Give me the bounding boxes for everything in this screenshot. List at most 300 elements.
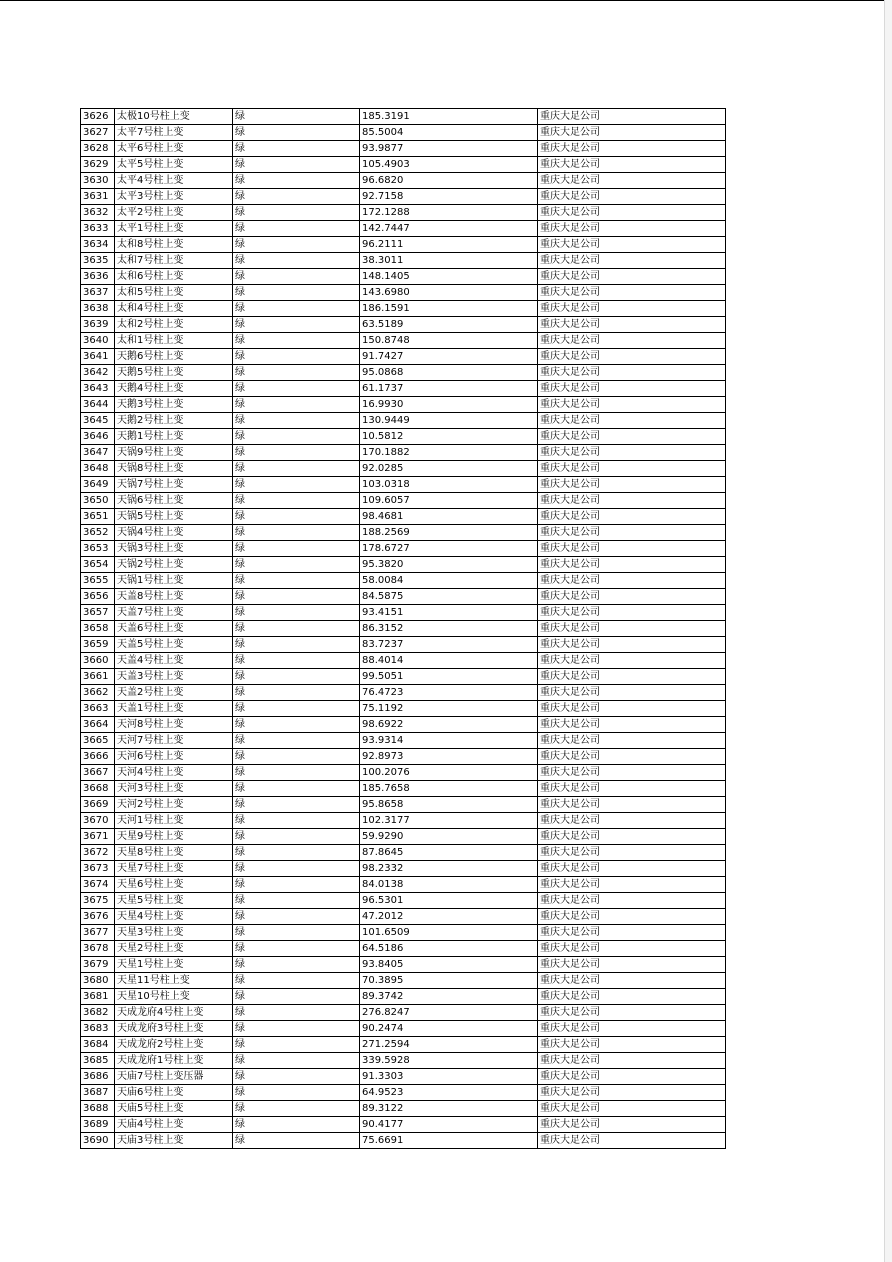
device-name-cell: 天盖3号柱上变	[115, 669, 233, 685]
table-row	[81, 589, 726, 605]
status-cell: 绿	[233, 605, 360, 621]
company-cell: 重庆大足公司	[538, 1101, 726, 1117]
device-name-cell: 天锅6号柱上变	[115, 493, 233, 509]
row-id-cell: 3645	[81, 413, 115, 429]
row-id-cell: 3690	[81, 1133, 115, 1149]
value-cell: 98.6922	[360, 717, 538, 733]
value-cell: 90.2474	[360, 1021, 538, 1037]
table-row	[81, 829, 726, 845]
device-name-cell: 天河2号柱上变	[115, 797, 233, 813]
table-row	[81, 1005, 726, 1021]
row-id-cell: 3668	[81, 781, 115, 797]
status-cell: 绿	[233, 381, 360, 397]
device-name-cell: 天盖4号柱上变	[115, 653, 233, 669]
status-cell: 绿	[233, 141, 360, 157]
table-row	[81, 957, 726, 973]
row-id-cell: 3662	[81, 685, 115, 701]
company-cell: 重庆大足公司	[538, 381, 726, 397]
page-top-rule	[0, 0, 892, 1]
device-name-cell: 天锅9号柱上变	[115, 445, 233, 461]
company-cell: 重庆大足公司	[538, 749, 726, 765]
table-row	[81, 1037, 726, 1053]
company-cell: 重庆大足公司	[538, 717, 726, 733]
row-id-cell: 3664	[81, 717, 115, 733]
company-cell: 重庆大足公司	[538, 573, 726, 589]
row-id-cell: 3656	[81, 589, 115, 605]
value-cell: 92.8973	[360, 749, 538, 765]
table-row	[81, 365, 726, 381]
device-name-cell: 天锅5号柱上变	[115, 509, 233, 525]
company-cell: 重庆大足公司	[538, 669, 726, 685]
company-cell: 重庆大足公司	[538, 157, 726, 173]
value-cell: 142.7447	[360, 221, 538, 237]
table-row	[81, 189, 726, 205]
status-cell: 绿	[233, 557, 360, 573]
status-cell: 绿	[233, 861, 360, 877]
status-cell: 绿	[233, 429, 360, 445]
row-id-cell: 3686	[81, 1069, 115, 1085]
company-cell: 重庆大足公司	[538, 173, 726, 189]
table-row	[81, 781, 726, 797]
value-cell: 47.2012	[360, 909, 538, 925]
company-cell: 重庆大足公司	[538, 989, 726, 1005]
status-cell: 绿	[233, 189, 360, 205]
table-row	[81, 157, 726, 173]
device-name-cell: 天星7号柱上变	[115, 861, 233, 877]
company-cell: 重庆大足公司	[538, 973, 726, 989]
table-row	[81, 877, 726, 893]
value-cell: 93.4151	[360, 605, 538, 621]
device-name-cell: 天河4号柱上变	[115, 765, 233, 781]
status-cell: 绿	[233, 653, 360, 669]
device-name-cell: 太平5号柱上变	[115, 157, 233, 173]
device-name-cell: 天鹅3号柱上变	[115, 397, 233, 413]
table-row	[81, 989, 726, 1005]
value-cell: 148.1405	[360, 269, 538, 285]
status-cell: 绿	[233, 541, 360, 557]
device-name-cell: 天锅7号柱上变	[115, 477, 233, 493]
row-id-cell: 3648	[81, 461, 115, 477]
company-cell: 重庆大足公司	[538, 1117, 726, 1133]
status-cell: 绿	[233, 397, 360, 413]
table-row	[81, 1021, 726, 1037]
status-cell: 绿	[233, 685, 360, 701]
value-cell: 76.4723	[360, 685, 538, 701]
table-row	[81, 461, 726, 477]
value-cell: 92.0285	[360, 461, 538, 477]
value-cell: 93.9877	[360, 141, 538, 157]
status-cell: 绿	[233, 509, 360, 525]
status-cell: 绿	[233, 445, 360, 461]
table-row	[81, 653, 726, 669]
table-row	[81, 669, 726, 685]
table-row	[81, 733, 726, 749]
value-cell: 188.2569	[360, 525, 538, 541]
table-row	[81, 397, 726, 413]
company-cell: 重庆大足公司	[538, 509, 726, 525]
row-id-cell: 3682	[81, 1005, 115, 1021]
table-row	[81, 1085, 726, 1101]
company-cell: 重庆大足公司	[538, 1133, 726, 1149]
row-id-cell: 3633	[81, 221, 115, 237]
status-cell: 绿	[233, 973, 360, 989]
device-name-cell: 太平3号柱上变	[115, 189, 233, 205]
company-cell: 重庆大足公司	[538, 765, 726, 781]
table-row	[81, 557, 726, 573]
company-cell: 重庆大足公司	[538, 317, 726, 333]
row-id-cell: 3669	[81, 797, 115, 813]
status-cell: 绿	[233, 1053, 360, 1069]
table-row	[81, 701, 726, 717]
company-cell: 重庆大足公司	[538, 861, 726, 877]
value-cell: 100.2076	[360, 765, 538, 781]
company-cell: 重庆大足公司	[538, 733, 726, 749]
row-id-cell: 3635	[81, 253, 115, 269]
row-id-cell: 3631	[81, 189, 115, 205]
status-cell: 绿	[233, 701, 360, 717]
company-cell: 重庆大足公司	[538, 941, 726, 957]
row-id-cell: 3628	[81, 141, 115, 157]
status-cell: 绿	[233, 941, 360, 957]
device-name-cell: 太和7号柱上变	[115, 253, 233, 269]
row-id-cell: 3636	[81, 269, 115, 285]
device-name-cell: 天成龙府2号柱上变	[115, 1037, 233, 1053]
device-name-cell: 天星2号柱上变	[115, 941, 233, 957]
table-row	[81, 861, 726, 877]
row-id-cell: 3626	[81, 109, 115, 125]
table-row	[81, 445, 726, 461]
table-row	[81, 605, 726, 621]
device-name-cell: 天河7号柱上变	[115, 733, 233, 749]
status-cell: 绿	[233, 365, 360, 381]
row-id-cell: 3658	[81, 621, 115, 637]
value-cell: 16.9930	[360, 397, 538, 413]
value-cell: 96.2111	[360, 237, 538, 253]
device-name-cell: 天盖2号柱上变	[115, 685, 233, 701]
company-cell: 重庆大足公司	[538, 557, 726, 573]
status-cell: 绿	[233, 877, 360, 893]
table-row	[81, 573, 726, 589]
row-id-cell: 3675	[81, 893, 115, 909]
status-cell: 绿	[233, 845, 360, 861]
device-name-cell: 天庙5号柱上变	[115, 1101, 233, 1117]
row-id-cell: 3647	[81, 445, 115, 461]
value-cell: 59.9290	[360, 829, 538, 845]
company-cell: 重庆大足公司	[538, 461, 726, 477]
value-cell: 95.0868	[360, 365, 538, 381]
value-cell: 143.6980	[360, 285, 538, 301]
value-cell: 89.3742	[360, 989, 538, 1005]
value-cell: 86.3152	[360, 621, 538, 637]
row-id-cell: 3687	[81, 1085, 115, 1101]
device-name-cell: 天锅4号柱上变	[115, 525, 233, 541]
status-cell: 绿	[233, 637, 360, 653]
table-row	[81, 205, 726, 221]
status-cell: 绿	[233, 1101, 360, 1117]
status-cell: 绿	[233, 461, 360, 477]
company-cell: 重庆大足公司	[538, 285, 726, 301]
device-name-cell: 天星9号柱上变	[115, 829, 233, 845]
status-cell: 绿	[233, 781, 360, 797]
row-id-cell: 3688	[81, 1101, 115, 1117]
status-cell: 绿	[233, 349, 360, 365]
row-id-cell: 3639	[81, 317, 115, 333]
device-name-cell: 天锅2号柱上变	[115, 557, 233, 573]
status-cell: 绿	[233, 1117, 360, 1133]
table-row	[81, 525, 726, 541]
row-id-cell: 3677	[81, 925, 115, 941]
value-cell: 91.3303	[360, 1069, 538, 1085]
device-name-cell: 太平2号柱上变	[115, 205, 233, 221]
status-cell: 绿	[233, 157, 360, 173]
table-row	[81, 381, 726, 397]
row-id-cell: 3652	[81, 525, 115, 541]
device-name-cell: 天星3号柱上变	[115, 925, 233, 941]
status-cell: 绿	[233, 589, 360, 605]
page-right-edge	[884, 0, 892, 1262]
company-cell: 重庆大足公司	[538, 205, 726, 221]
row-id-cell: 3674	[81, 877, 115, 893]
device-name-cell: 太平1号柱上变	[115, 221, 233, 237]
row-id-cell: 3627	[81, 125, 115, 141]
table-row	[81, 349, 726, 365]
company-cell: 重庆大足公司	[538, 653, 726, 669]
table-row	[81, 765, 726, 781]
company-cell: 重庆大足公司	[538, 1085, 726, 1101]
status-cell: 绿	[233, 109, 360, 125]
value-cell: 98.4681	[360, 509, 538, 525]
company-cell: 重庆大足公司	[538, 845, 726, 861]
company-cell: 重庆大足公司	[538, 909, 726, 925]
device-name-cell: 天河8号柱上变	[115, 717, 233, 733]
value-cell: 92.7158	[360, 189, 538, 205]
company-cell: 重庆大足公司	[538, 349, 726, 365]
table-row	[81, 493, 726, 509]
company-cell: 重庆大足公司	[538, 237, 726, 253]
table-row	[81, 301, 726, 317]
table-row	[81, 221, 726, 237]
status-cell: 绿	[233, 1021, 360, 1037]
company-cell: 重庆大足公司	[538, 1005, 726, 1021]
company-cell: 重庆大足公司	[538, 589, 726, 605]
status-cell: 绿	[233, 733, 360, 749]
value-cell: 64.5186	[360, 941, 538, 957]
device-name-cell: 太平7号柱上变	[115, 125, 233, 141]
value-cell: 91.7427	[360, 349, 538, 365]
status-cell: 绿	[233, 621, 360, 637]
table-row	[81, 237, 726, 253]
value-cell: 61.1737	[360, 381, 538, 397]
device-name-cell: 天庙4号柱上变	[115, 1117, 233, 1133]
status-cell: 绿	[233, 317, 360, 333]
company-cell: 重庆大足公司	[538, 397, 726, 413]
row-id-cell: 3634	[81, 237, 115, 253]
status-cell: 绿	[233, 717, 360, 733]
value-cell: 170.1882	[360, 445, 538, 461]
status-cell: 绿	[233, 269, 360, 285]
value-cell: 84.5875	[360, 589, 538, 605]
value-cell: 38.3011	[360, 253, 538, 269]
value-cell: 178.6727	[360, 541, 538, 557]
table-row	[81, 1053, 726, 1069]
table-row	[81, 1101, 726, 1117]
company-cell: 重庆大足公司	[538, 189, 726, 205]
row-id-cell: 3641	[81, 349, 115, 365]
company-cell: 重庆大足公司	[538, 621, 726, 637]
status-cell: 绿	[233, 1005, 360, 1021]
row-id-cell: 3637	[81, 285, 115, 301]
company-cell: 重庆大足公司	[538, 637, 726, 653]
device-name-cell: 天星8号柱上变	[115, 845, 233, 861]
row-id-cell: 3630	[81, 173, 115, 189]
value-cell: 89.3122	[360, 1101, 538, 1117]
company-cell: 重庆大足公司	[538, 477, 726, 493]
table-row	[81, 717, 726, 733]
value-cell: 109.6057	[360, 493, 538, 509]
company-cell: 重庆大足公司	[538, 781, 726, 797]
status-cell: 绿	[233, 237, 360, 253]
value-cell: 83.7237	[360, 637, 538, 653]
value-cell: 96.5301	[360, 893, 538, 909]
row-id-cell: 3660	[81, 653, 115, 669]
status-cell: 绿	[233, 1133, 360, 1149]
row-id-cell: 3632	[81, 205, 115, 221]
device-name-cell: 天河3号柱上变	[115, 781, 233, 797]
table-row	[81, 973, 726, 989]
row-id-cell: 3653	[81, 541, 115, 557]
table-row	[81, 509, 726, 525]
status-cell: 绿	[233, 957, 360, 973]
device-name-cell: 天锅3号柱上变	[115, 541, 233, 557]
device-name-cell: 天锅1号柱上变	[115, 573, 233, 589]
status-cell: 绿	[233, 1085, 360, 1101]
table-row	[81, 797, 726, 813]
row-id-cell: 3657	[81, 605, 115, 621]
device-name-cell: 天星5号柱上变	[115, 893, 233, 909]
row-id-cell: 3661	[81, 669, 115, 685]
table-row	[81, 317, 726, 333]
table-row	[81, 541, 726, 557]
status-cell: 绿	[233, 125, 360, 141]
status-cell: 绿	[233, 893, 360, 909]
device-name-cell: 天盖5号柱上变	[115, 637, 233, 653]
device-name-cell: 太平6号柱上变	[115, 141, 233, 157]
device-name-cell: 天庙3号柱上变	[115, 1133, 233, 1149]
row-id-cell: 3654	[81, 557, 115, 573]
company-cell: 重庆大足公司	[538, 365, 726, 381]
value-cell: 95.8658	[360, 797, 538, 813]
device-name-cell: 天鹅4号柱上变	[115, 381, 233, 397]
company-cell: 重庆大足公司	[538, 893, 726, 909]
device-name-cell: 天星10号柱上变	[115, 989, 233, 1005]
row-id-cell: 3640	[81, 333, 115, 349]
table-row	[81, 269, 726, 285]
device-name-cell: 太和2号柱上变	[115, 317, 233, 333]
table-row	[81, 925, 726, 941]
value-cell: 186.1591	[360, 301, 538, 317]
row-id-cell: 3678	[81, 941, 115, 957]
company-cell: 重庆大足公司	[538, 493, 726, 509]
status-cell: 绿	[233, 765, 360, 781]
value-cell: 339.5928	[360, 1053, 538, 1069]
company-cell: 重庆大足公司	[538, 301, 726, 317]
company-cell: 重庆大足公司	[538, 269, 726, 285]
table-row	[81, 333, 726, 349]
table-row	[81, 685, 726, 701]
company-cell: 重庆大足公司	[538, 605, 726, 621]
company-cell: 重庆大足公司	[538, 877, 726, 893]
device-name-cell: 天盖8号柱上变	[115, 589, 233, 605]
device-name-cell: 天星6号柱上变	[115, 877, 233, 893]
status-cell: 绿	[233, 413, 360, 429]
row-id-cell: 3670	[81, 813, 115, 829]
table-row	[81, 429, 726, 445]
company-cell: 重庆大足公司	[538, 221, 726, 237]
row-id-cell: 3629	[81, 157, 115, 173]
value-cell: 130.9449	[360, 413, 538, 429]
value-cell: 95.3820	[360, 557, 538, 573]
value-cell: 84.0138	[360, 877, 538, 893]
device-name-cell: 天鹅2号柱上变	[115, 413, 233, 429]
device-name-cell: 天星4号柱上变	[115, 909, 233, 925]
device-name-cell: 天鹅6号柱上变	[115, 349, 233, 365]
company-cell: 重庆大足公司	[538, 685, 726, 701]
device-name-cell: 天庙7号柱上变压器	[115, 1069, 233, 1085]
table-row	[81, 893, 726, 909]
row-id-cell: 3649	[81, 477, 115, 493]
row-id-cell: 3666	[81, 749, 115, 765]
value-cell: 172.1288	[360, 205, 538, 221]
value-cell: 90.4177	[360, 1117, 538, 1133]
value-cell: 271.2594	[360, 1037, 538, 1053]
device-name-cell: 太和5号柱上变	[115, 285, 233, 301]
value-cell: 185.3191	[360, 109, 538, 125]
value-cell: 96.6820	[360, 173, 538, 189]
status-cell: 绿	[233, 749, 360, 765]
table-row	[81, 1133, 726, 1149]
status-cell: 绿	[233, 173, 360, 189]
device-name-cell: 天盖1号柱上变	[115, 701, 233, 717]
value-cell: 185.7658	[360, 781, 538, 797]
device-name-cell: 太和4号柱上变	[115, 301, 233, 317]
status-cell: 绿	[233, 813, 360, 829]
row-id-cell: 3650	[81, 493, 115, 509]
value-cell: 58.0084	[360, 573, 538, 589]
row-id-cell: 3684	[81, 1037, 115, 1053]
company-cell: 重庆大足公司	[538, 125, 726, 141]
device-name-cell: 天成龙府4号柱上变	[115, 1005, 233, 1021]
table-row	[81, 1069, 726, 1085]
status-cell: 绿	[233, 573, 360, 589]
device-name-cell: 天盖6号柱上变	[115, 621, 233, 637]
row-id-cell: 3672	[81, 845, 115, 861]
value-cell: 103.0318	[360, 477, 538, 493]
row-id-cell: 3655	[81, 573, 115, 589]
row-id-cell: 3665	[81, 733, 115, 749]
table-row	[81, 125, 726, 141]
status-cell: 绿	[233, 797, 360, 813]
device-name-cell: 天鹅1号柱上变	[115, 429, 233, 445]
company-cell: 重庆大足公司	[538, 1069, 726, 1085]
value-cell: 93.9314	[360, 733, 538, 749]
row-id-cell: 3667	[81, 765, 115, 781]
value-cell: 150.8748	[360, 333, 538, 349]
row-id-cell: 3676	[81, 909, 115, 925]
device-name-cell: 天成龙府3号柱上变	[115, 1021, 233, 1037]
value-cell: 102.3177	[360, 813, 538, 829]
table-row	[81, 477, 726, 493]
device-name-cell: 天鹅5号柱上变	[115, 365, 233, 381]
